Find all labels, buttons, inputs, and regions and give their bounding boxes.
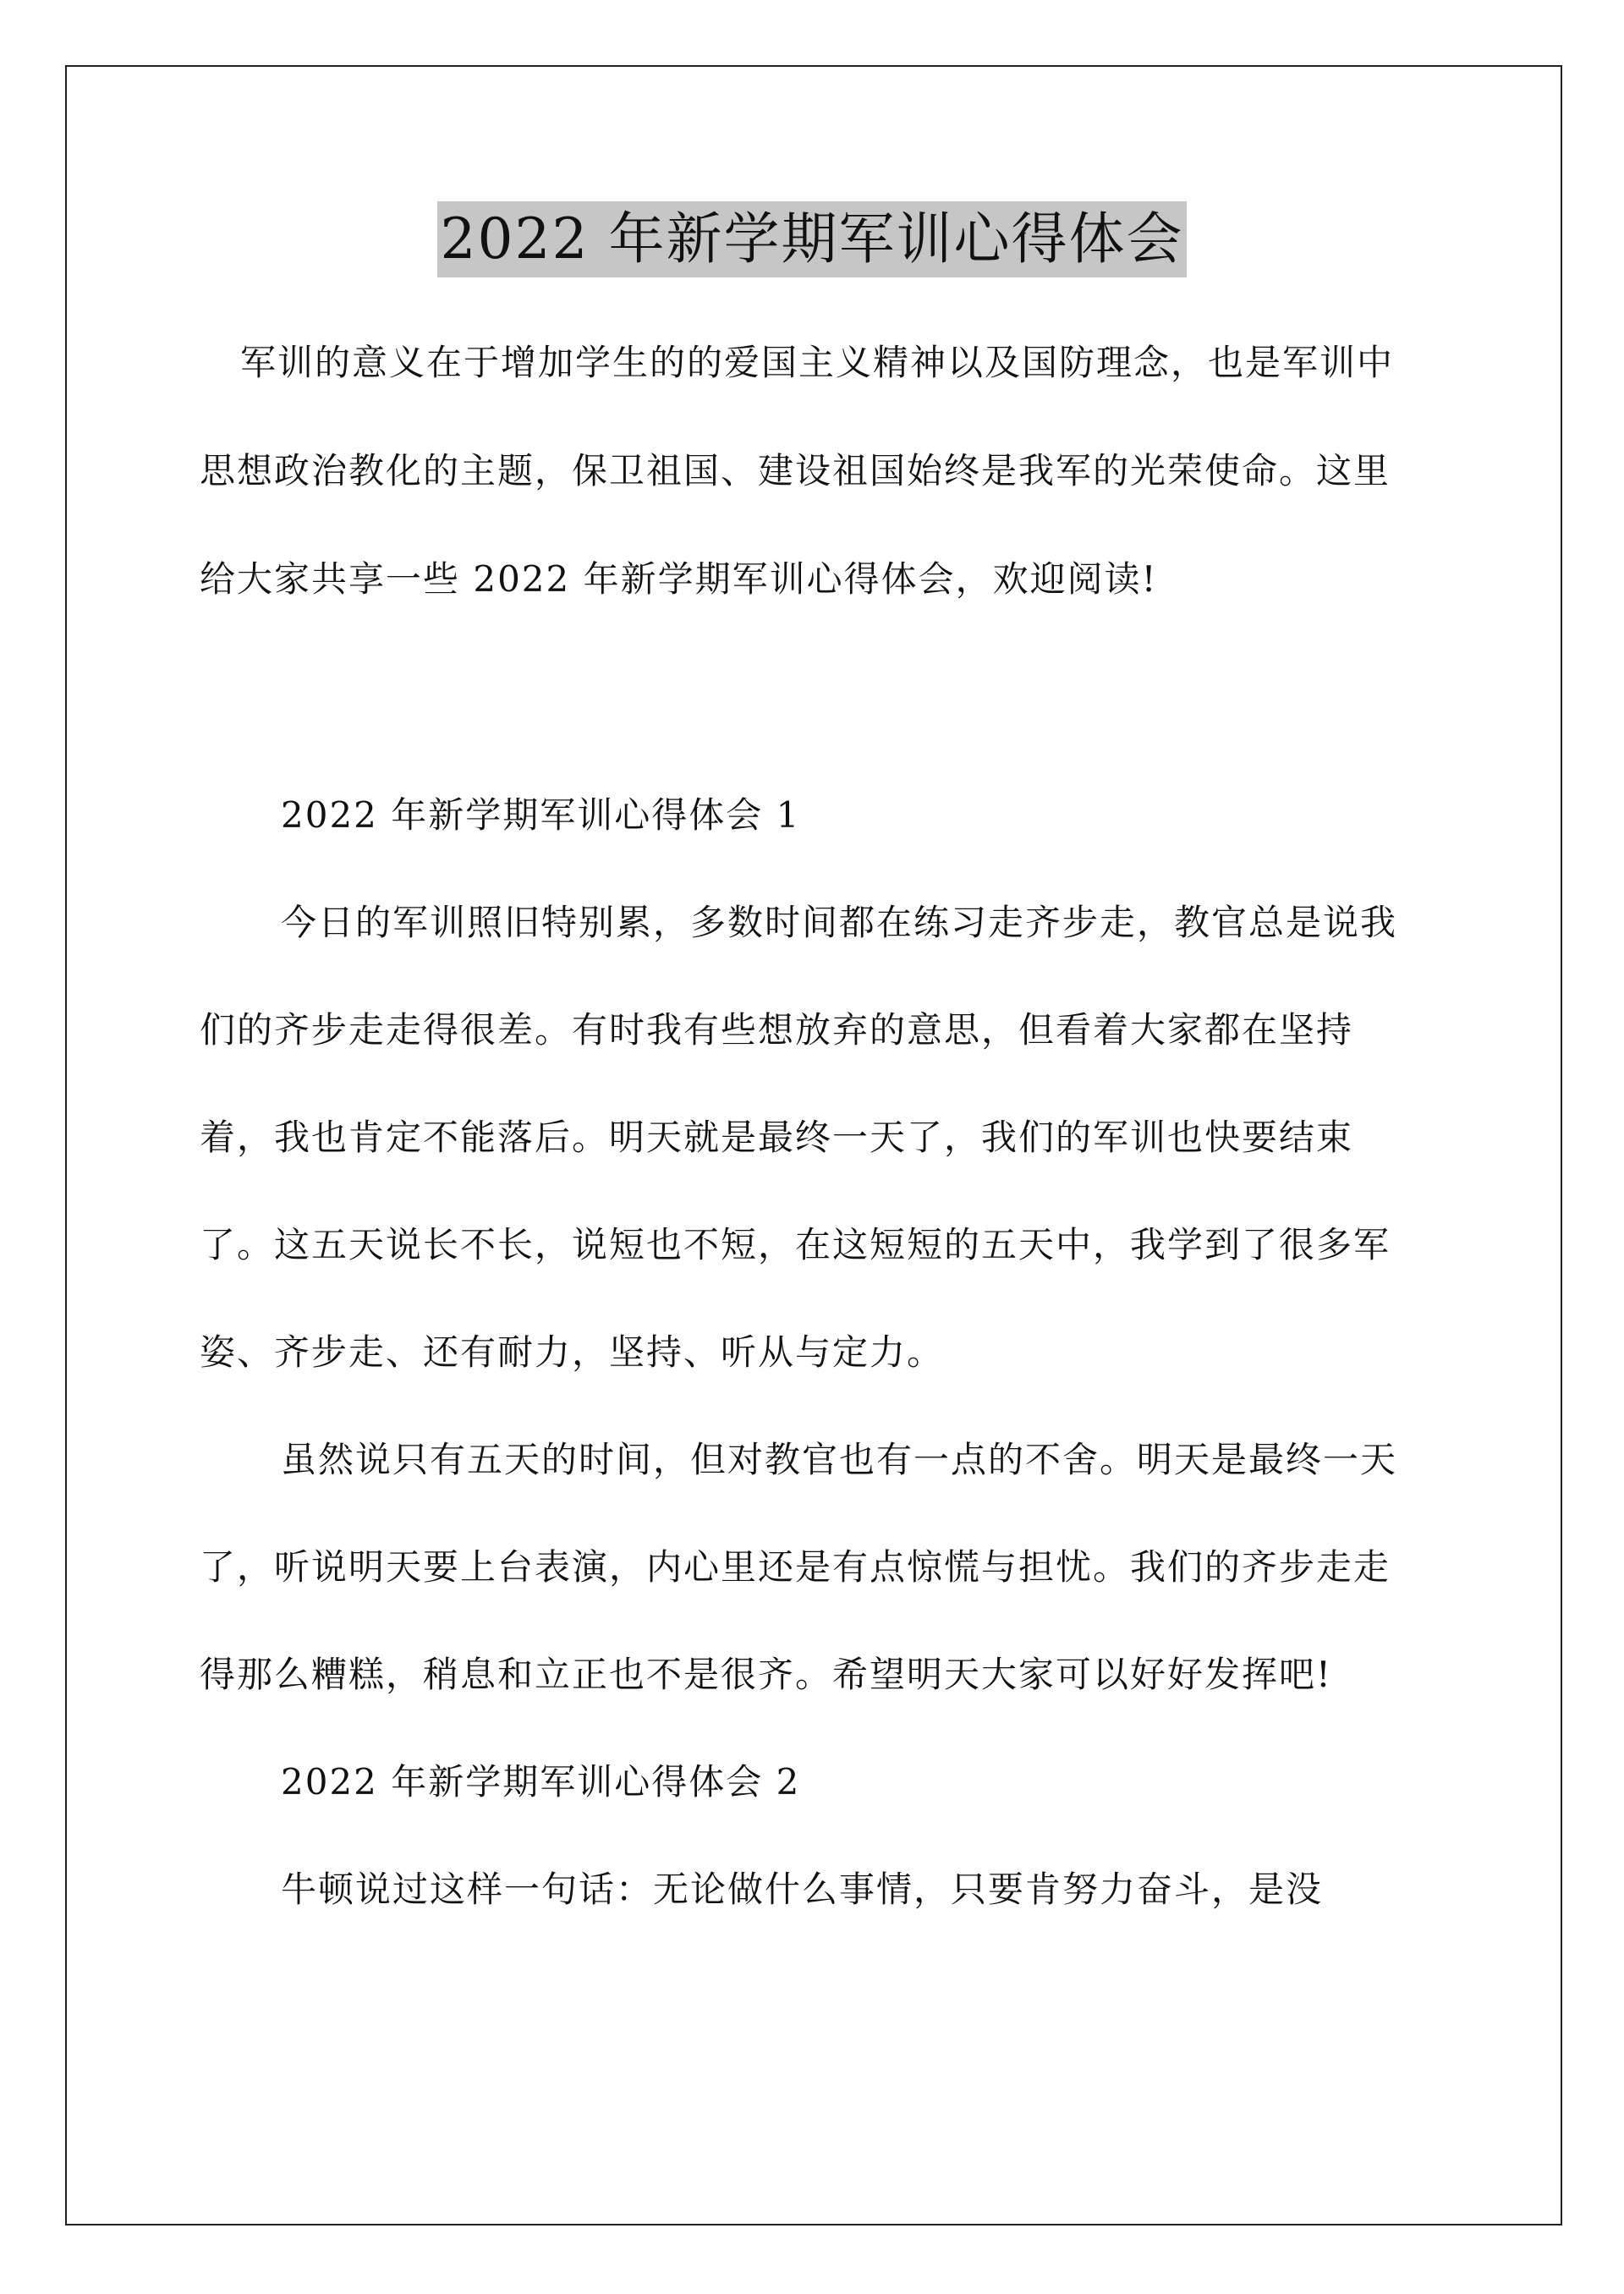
section-1-paragraph-1: 今日的军训照旧特别累，多数时间都在练习走齐步走，教官总是说我们的齐步走走得很差。有时我有些想放弃的意思，但看着大家都在坚持着，我也肯定不能落后。明天就是最终一天了，我们的军训也快要结束了。这五天说长不长，说短也不短，在这短短的五天中，我学到了很多军姿、齐步走、还有耐力，坚持、听从与定力。 [200, 902, 1398, 1373]
section-2-paragraph-1: 牛顿说过这样一句话：无论做什么事情，只要肯努力奋斗，是没 [281, 1869, 1324, 1910]
section-heading-1: 2022 年新学期军训心得体会 1 [281, 794, 801, 836]
title-container [0, 201, 1624, 277]
section-heading-2: 2022 年新学期军训心得体会 2 [281, 1761, 801, 1803]
body-section [200, 761, 1426, 1943]
document-title: 2022 年新学期军训心得体会 [437, 201, 1188, 277]
section-1-paragraph-2: 虽然说只有五天的时间，但对教官也有一点的不舍。明天是最终一天了，听说明天要上台表演，内心里还是有点惊慌与担忧。我们的齐步走走得那么糟糕，稍息和立正也不是很齐。希望明天大家可以好好发挥吧! [200, 1439, 1398, 1695]
intro-section [200, 309, 1426, 634]
intro-paragraph: 军训的意义在于增加学生的的爱国主义精神以及国防理念，也是军训中思想政治教化的主题，保卫祖国、建设祖国始终是我军的光荣使命。这里给大家共享一些 2022 年新学期军训心得体会，欢迎阅读! [200, 342, 1395, 600]
